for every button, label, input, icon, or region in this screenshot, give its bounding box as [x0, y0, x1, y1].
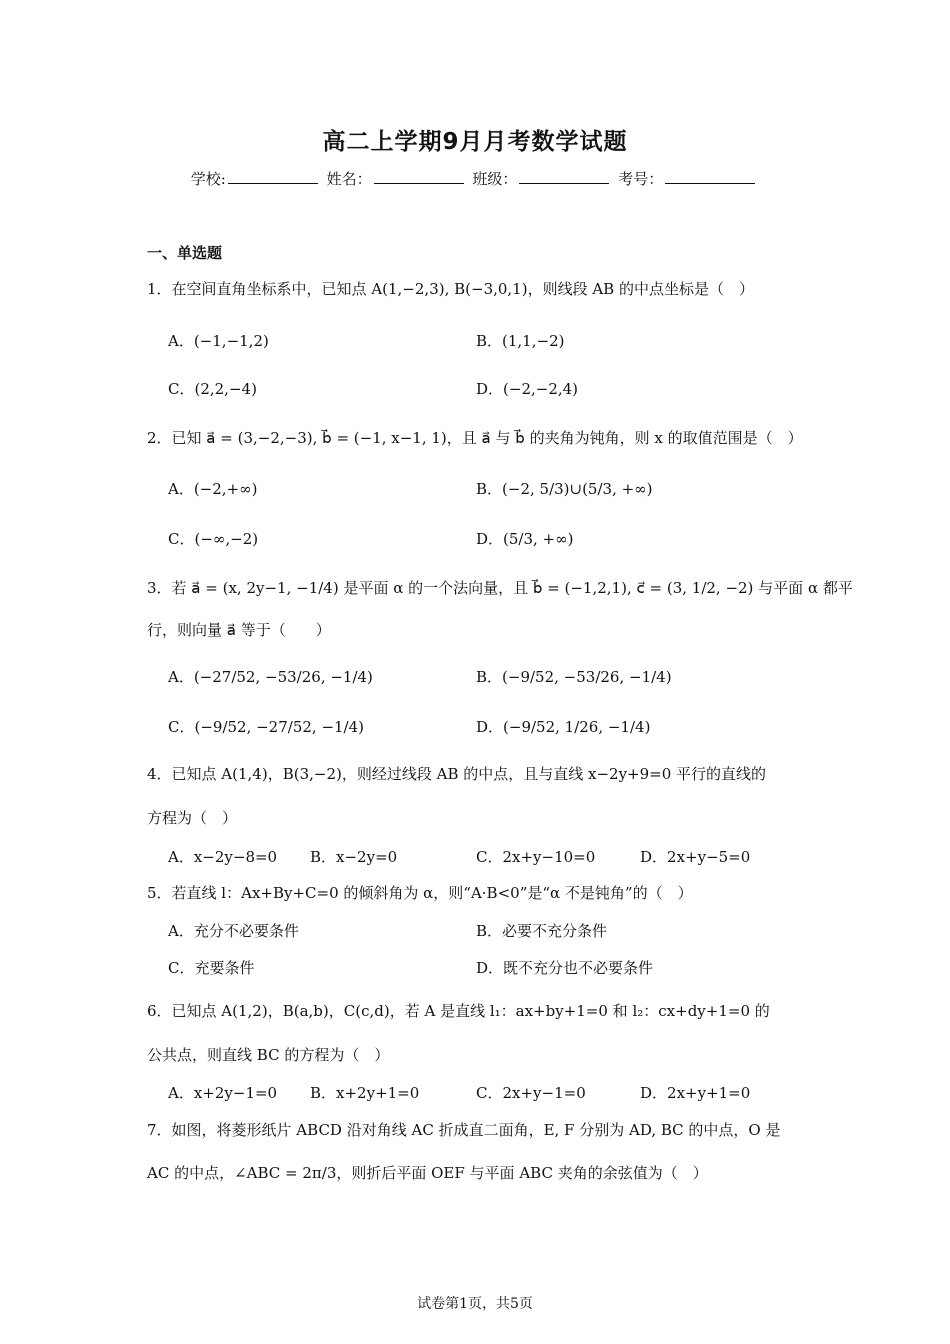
q1-option-d: D．(−2,−2,4)	[476, 380, 579, 398]
q6-option-a: A．x+2y−1=0	[168, 1084, 278, 1102]
q3-option-d: D．(−9/52, 1/26, −1/4)	[476, 718, 651, 736]
q6-option-c: C．2x+y−1=0	[476, 1084, 586, 1102]
q2-option-c: C．(−∞,−2)	[168, 530, 259, 548]
class-blank	[519, 168, 609, 184]
student-info-line	[0, 168, 950, 189]
question-6-stem-line2: 公共点，则直线 BC 的方程为（ ）	[147, 1046, 390, 1064]
q5-option-d: D．既不充分也不必要条件	[476, 959, 654, 977]
q2-option-b: B．(−2, 5/3)∪(5/3, +∞)	[476, 480, 653, 498]
school-label: 学校:	[190, 170, 226, 188]
question-3-stem-line1: 3．若 a⃗ = (x, 2y−1, −1/4) 是平面 α 的一个法向量，且 b⃗ = (−1,2,1), c⃗ = (3, 1/2, −2) 与平面 α 都平	[147, 579, 853, 597]
name-blank	[374, 168, 464, 184]
question-2-stem: 2．已知 a⃗ = (3,−2,−3), b⃗ = (−1, x−1, 1)，且 a⃗ 与 b⃗ 的夹角为钝角，则 x 的取值范围是（ ）	[147, 429, 803, 447]
exam-title: 高二上学期9月月考数学试题	[322, 129, 628, 155]
q3-option-b: B．(−9/52, −53/26, −1/4)	[476, 668, 672, 686]
q1-option-b: B．(1,1,−2)	[476, 332, 565, 350]
question-7-stem-line2: AC 的中点，∠ABC = 2π/3，则折后平面 OEF 与平面 ABC 夹角的余弦值为（ ）	[147, 1164, 708, 1182]
q5-option-b: B．必要不充分条件	[476, 922, 608, 940]
q4-option-b: B．x−2y=0	[310, 848, 398, 866]
q1-option-c: C．(2,2,−4)	[168, 380, 257, 398]
section-heading: 一、单选题	[147, 244, 223, 262]
number-label: 考号：	[618, 170, 664, 188]
question-6-stem-line1: 6．已知点 A(1,2)，B(a,b)，C(c,d)，若 A 是直线 l₁：ax+by+1=0 和 l₂：cx+dy+1=0 的	[147, 1002, 770, 1020]
question-3-stem-line2: 行，则向量 a⃗ 等于（ ）	[147, 621, 331, 639]
q4-option-c: C．2x+y−10=0	[476, 848, 596, 866]
page-footer: 试卷第1页，共5页	[417, 1296, 533, 1312]
q2-option-a: A．(−2,+∞)	[168, 480, 258, 498]
question-7-stem-line1: 7．如图，将菱形纸片 ABCD 沿对角线 AC 折成直二面角，E, F 分别为 AD, BC 的中点，O 是	[147, 1121, 781, 1139]
q6-option-d: D．2x+y+1=0	[640, 1084, 751, 1102]
q3-option-a: A．(−27/52, −53/26, −1/4)	[168, 668, 373, 686]
q5-option-c: C．充要条件	[168, 959, 255, 977]
school-blank	[228, 168, 318, 184]
question-1-stem: 1．在空间直角坐标系中，已知点 A(1,−2,3), B(−3,0,1)，则线段 AB 的中点坐标是（ ）	[147, 280, 754, 298]
q1-option-a: A．(−1,−1,2)	[168, 332, 269, 350]
number-blank	[665, 168, 755, 184]
q4-option-d: D．2x+y−5=0	[640, 848, 751, 866]
class-label: 班级：	[472, 170, 518, 188]
q3-option-c: C．(−9/52, −27/52, −1/4)	[168, 718, 365, 736]
q4-option-a: A．x−2y−8=0	[168, 848, 278, 866]
question-4-stem-line2: 方程为（ ）	[147, 809, 238, 827]
q2-option-d: D．(5/3, +∞)	[476, 530, 574, 548]
q6-option-b: B．x+2y+1=0	[310, 1084, 420, 1102]
name-label: 姓名：	[326, 170, 372, 188]
q5-option-a: A．充分不必要条件	[168, 922, 299, 940]
question-4-stem-line1: 4．已知点 A(1,4)，B(3,−2)，则经过线段 AB 的中点，且与直线 x−2y+9=0 平行的直线的	[147, 765, 767, 783]
question-5-stem: 5．若直线 l：Ax+By+C=0 的倾斜角为 α，则“A·B<0”是“α 不是钝角”的（ ）	[147, 884, 693, 902]
